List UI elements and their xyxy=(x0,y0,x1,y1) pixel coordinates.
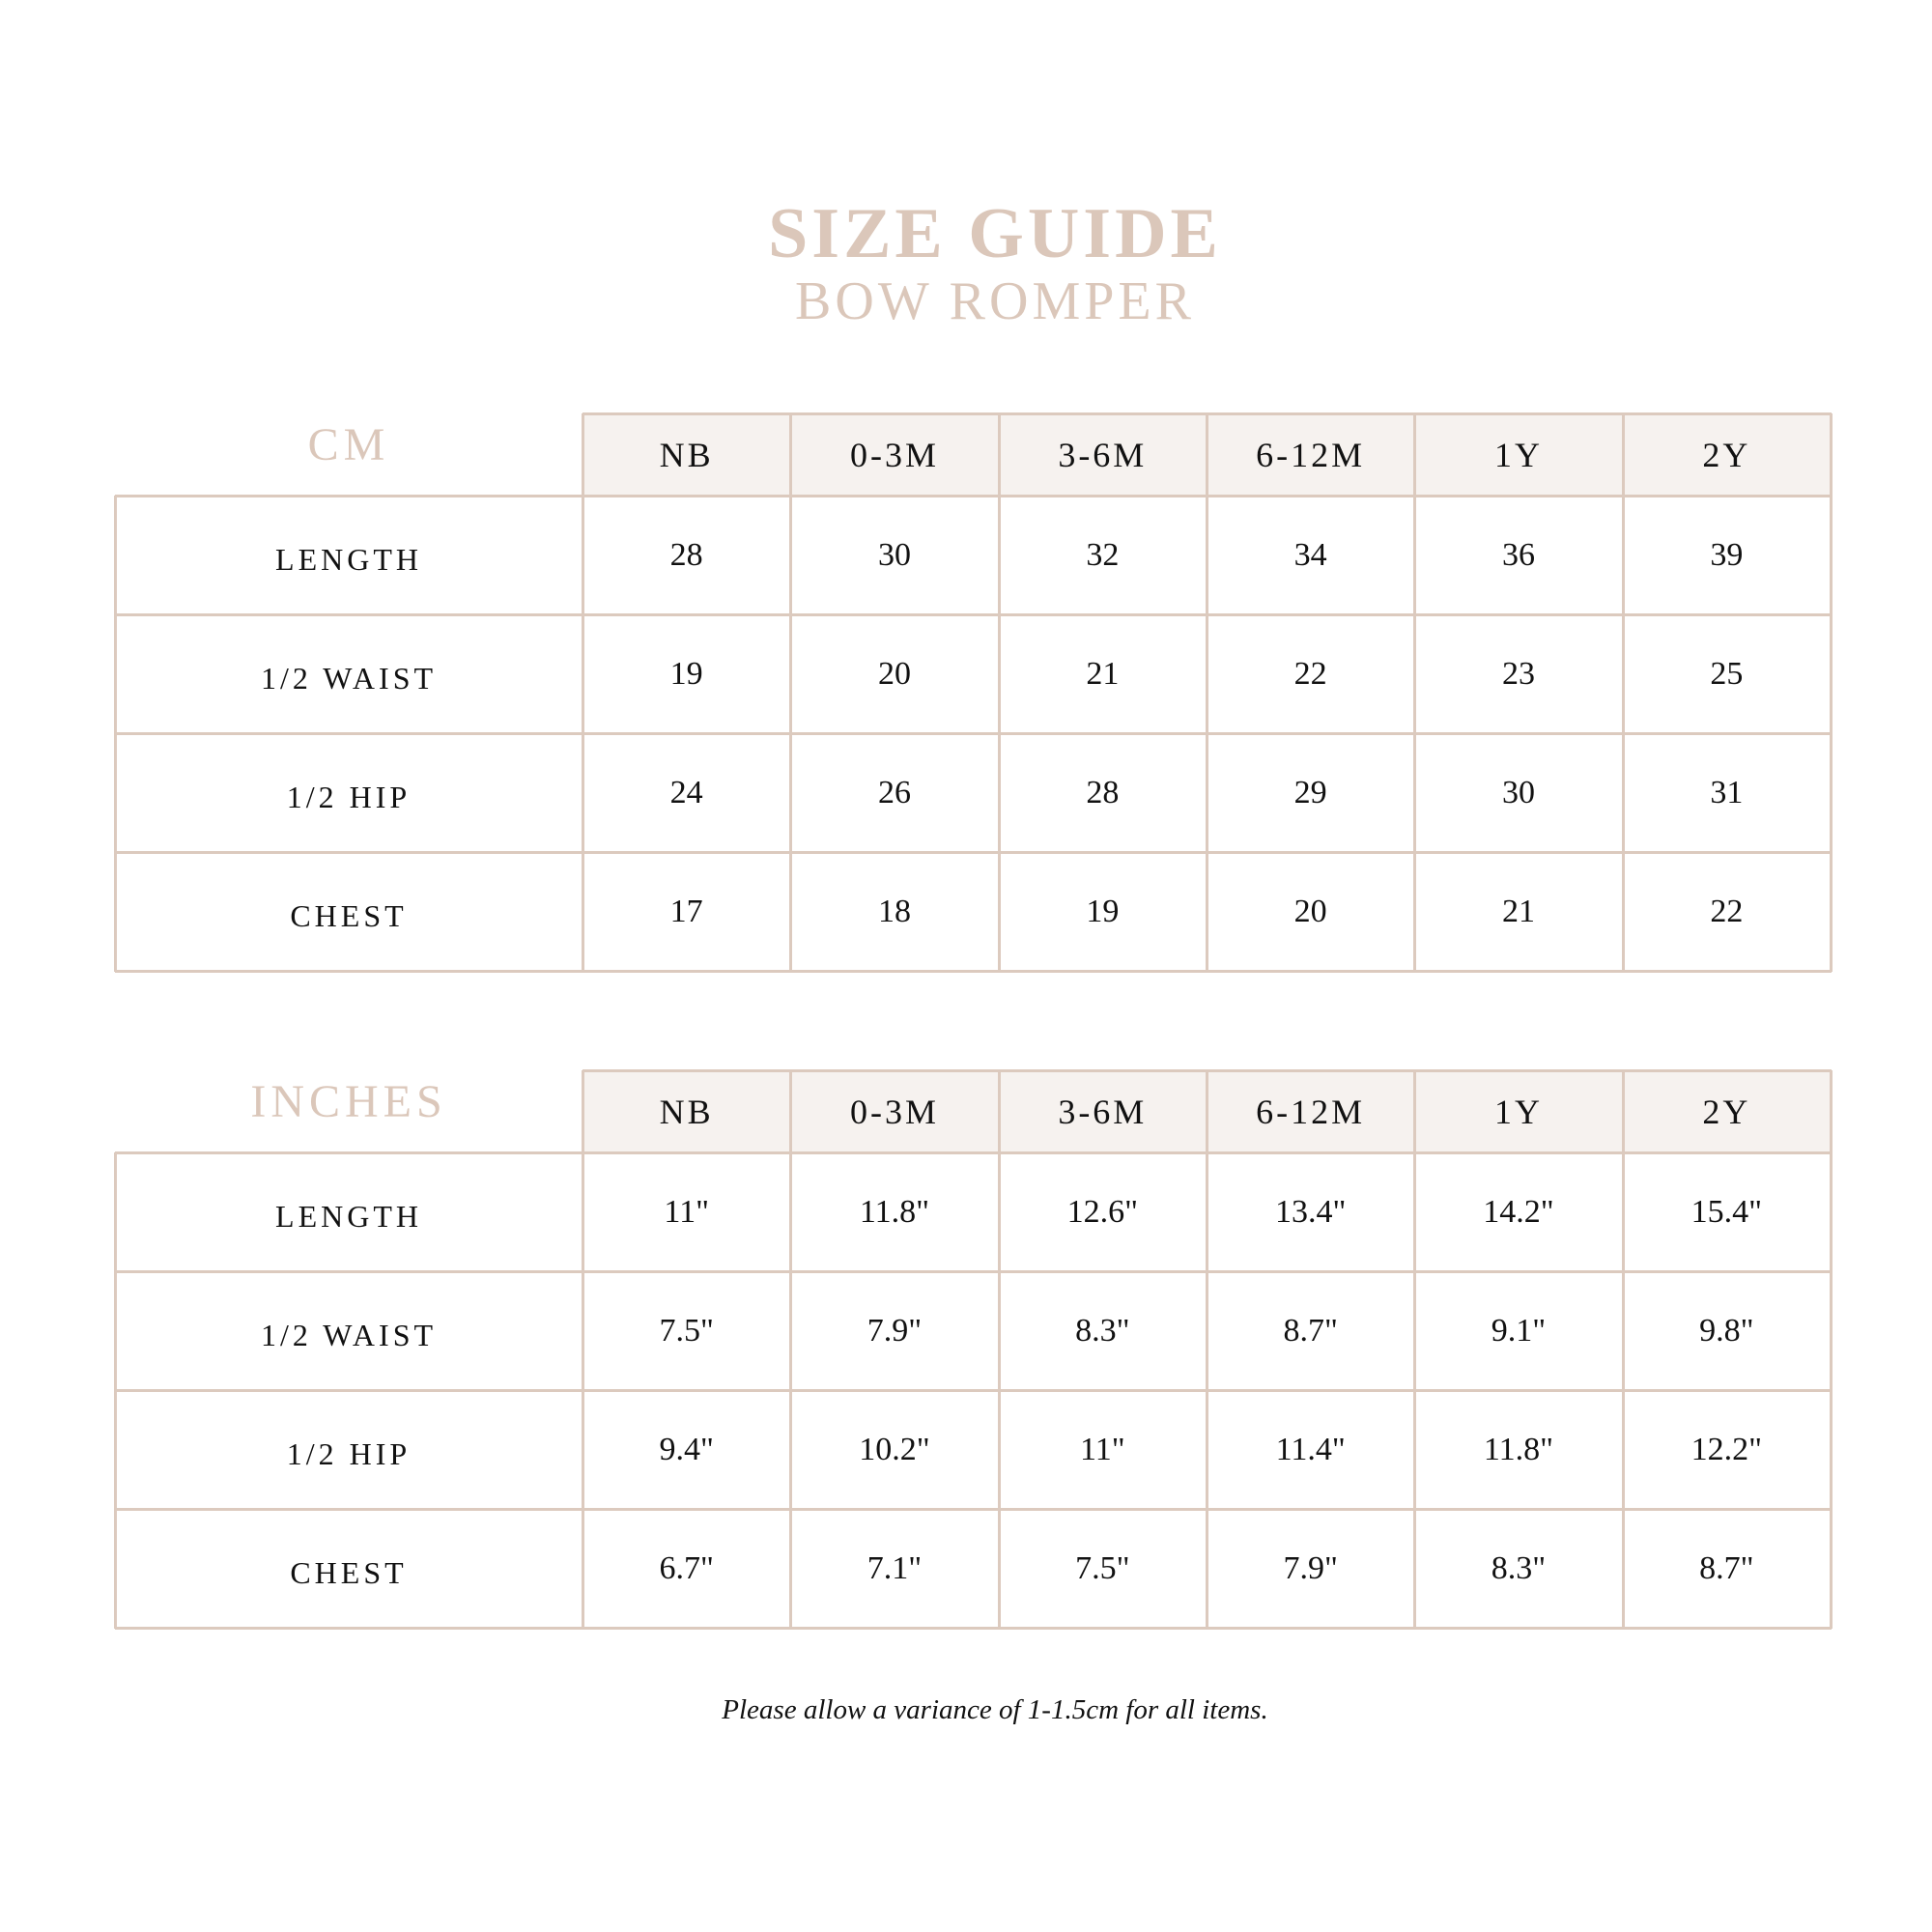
table-cell: 11.8" xyxy=(1483,1431,1554,1467)
table-cell: 30 xyxy=(877,536,911,573)
column-header: 2Y xyxy=(1702,435,1751,474)
table-cell: 15.4" xyxy=(1690,1193,1763,1230)
table-cell: 11" xyxy=(1080,1431,1125,1467)
table-cell: 36 xyxy=(1501,536,1535,573)
table-cell: 20 xyxy=(877,655,911,692)
table-cell: 7.1" xyxy=(867,1549,923,1586)
column-header: 3-6M xyxy=(1058,1092,1148,1131)
table-cell: 12.6" xyxy=(1066,1193,1139,1230)
table-cell: 22 xyxy=(1293,655,1327,692)
row-label: CHEST xyxy=(290,897,408,933)
row-label: 1/2 HIP xyxy=(286,779,412,814)
table-cell: 9.4" xyxy=(659,1431,714,1467)
row-label: 1/2 HIP xyxy=(286,1435,412,1471)
table-cell: 20 xyxy=(1293,893,1327,929)
table-cell: 7.9" xyxy=(867,1312,923,1349)
subtitle: BOW ROMPER xyxy=(795,271,1195,331)
table-cell: 13.4" xyxy=(1274,1193,1347,1230)
column-header: 1Y xyxy=(1493,1092,1543,1131)
table-cell: 9.1" xyxy=(1491,1312,1547,1349)
table-cell: 14.2" xyxy=(1483,1193,1554,1230)
table-cell: 8.3" xyxy=(1491,1549,1547,1586)
table-cell: 8.7" xyxy=(1283,1312,1338,1349)
table-cell: 21 xyxy=(1086,655,1120,692)
row-label: LENGTH xyxy=(275,1198,422,1234)
table-cell: 39 xyxy=(1710,536,1744,573)
table-cell: 7.9" xyxy=(1283,1549,1338,1586)
column-header: 2Y xyxy=(1702,1092,1751,1131)
column-header: 3-6M xyxy=(1058,435,1148,474)
table-cell: 30 xyxy=(1501,774,1535,810)
table-cell: 7.5" xyxy=(659,1312,714,1349)
table-cell: 23 xyxy=(1501,655,1535,692)
title: SIZE GUIDE xyxy=(768,194,1222,273)
table-cell: 17 xyxy=(669,893,703,929)
table-cell: 31 xyxy=(1710,774,1744,810)
unit-label-inches: INCHES xyxy=(250,1076,447,1127)
table-cell: 34 xyxy=(1293,536,1327,573)
column-header: 0-3M xyxy=(849,435,939,474)
table-cell: 25 xyxy=(1710,655,1744,692)
table-cell: 19 xyxy=(1086,893,1120,929)
row-label: LENGTH xyxy=(275,541,422,577)
column-header: 1Y xyxy=(1493,435,1543,474)
row-label: 1/2 WAIST xyxy=(260,660,438,696)
row-label: 1/2 WAIST xyxy=(260,1317,438,1352)
table-cell: 19 xyxy=(669,655,703,692)
table-cell: 11.8" xyxy=(859,1193,930,1230)
table-cell: 11" xyxy=(664,1193,709,1230)
column-header: 0-3M xyxy=(849,1092,939,1131)
table-cell: 6.7" xyxy=(659,1549,714,1586)
table-cell: 10.2" xyxy=(859,1431,930,1467)
unit-label-cm: CM xyxy=(307,419,390,470)
table-cell: 8.3" xyxy=(1075,1312,1130,1349)
table-cell: 28 xyxy=(669,536,703,573)
table-cell: 11.4" xyxy=(1275,1431,1346,1467)
column-header: NB xyxy=(659,435,714,474)
table-cell: 21 xyxy=(1501,893,1535,929)
table-cell: 18 xyxy=(877,893,911,929)
table-cell: 24 xyxy=(669,774,703,810)
table-cell: 12.2" xyxy=(1690,1431,1763,1467)
table-cell: 22 xyxy=(1710,893,1744,929)
table-cell: 28 xyxy=(1086,774,1120,810)
row-label: CHEST xyxy=(290,1554,408,1590)
table-cell: 7.5" xyxy=(1075,1549,1130,1586)
table-cell: 8.7" xyxy=(1699,1549,1754,1586)
table-cell: 32 xyxy=(1086,536,1120,573)
column-header: 6-12M xyxy=(1256,1092,1366,1131)
column-header: NB xyxy=(659,1092,714,1131)
footnote: Please allow a variance of 1-1.5cm for all items. xyxy=(722,1694,1268,1725)
table-cell: 26 xyxy=(877,774,911,810)
table-cell: 29 xyxy=(1293,774,1327,810)
column-header: 6-12M xyxy=(1256,435,1366,474)
table-cell: 9.8" xyxy=(1699,1312,1754,1349)
